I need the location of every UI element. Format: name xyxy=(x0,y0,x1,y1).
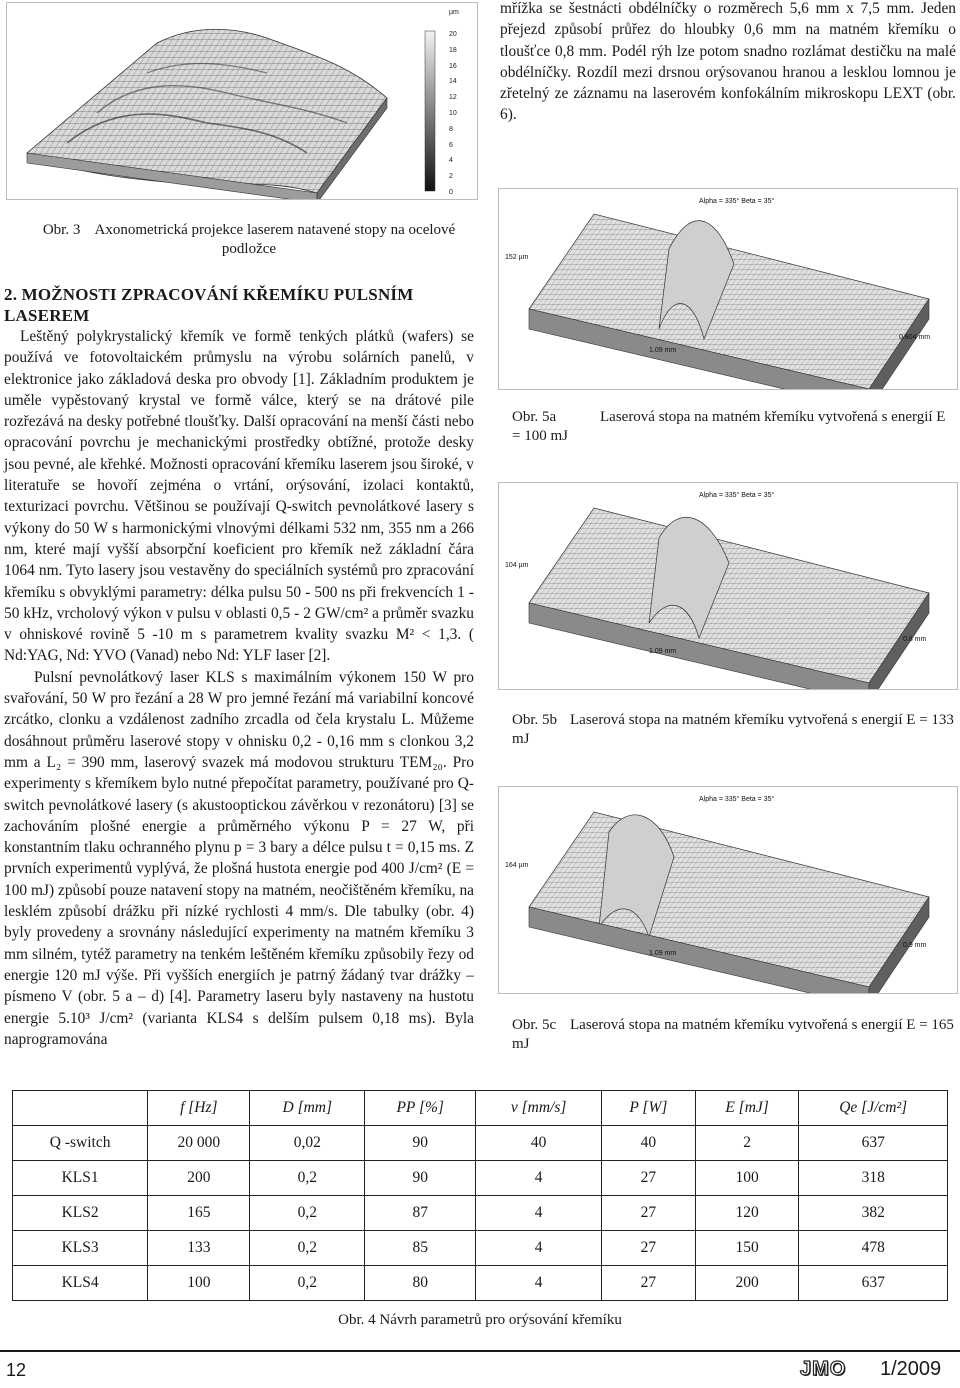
figure-5b-angles: Alpha = 335° Beta = 35° xyxy=(699,492,775,499)
scale-tick-label: 16 xyxy=(449,62,457,70)
table-cell: 80 xyxy=(365,1266,476,1301)
figure-5b-surface-plot xyxy=(498,482,958,690)
figure-3-scale-unit: µm xyxy=(449,9,459,16)
table-cell: 27 xyxy=(602,1196,696,1231)
table-cell: 90 xyxy=(365,1161,476,1196)
table-header-row xyxy=(13,1091,948,1126)
table-cell: 637 xyxy=(799,1126,948,1161)
table-cell: 120 xyxy=(695,1196,799,1231)
figure-5c-surface-plot xyxy=(498,786,958,994)
body-paragraph-2: Pulsní pevnolátkový laser KLS s maximálním výkonem 150 W pro svařování, 50 W pro řezání a 28 W pro jemné řezání má variabilní koncové zrcátko, clonku a vzdálenost zadního zrcadla od čela krystalu L. Můžeme dosáhnout průměru laserové stopy v ohnisku 0,2 - 0,16 mm s clonkou 3,2 mm a L₂ = 390 mm, laserový svazek má modovou strukturu TEM₂₀. Pro experimenty s křemíkem bylo nutné přepočítat parametry, používané pro Q-switch pevnolátkové lasery (s akustooptickou závěrkou v rezonátoru) [3] se zachováním plošné energie a průměrného výkonu P = 27 W, při konstantním tlaku ochranného plynu p = 3 bary a délce pulsu t = 0,15 ms. Z prvních experimentů vyplývá, že plošná hustota energie pod 400 J/cm² (E = 100 mJ) způsobí pouze natavení stopy na matném, neočištěném křemíku, na lesklém způsobí drážku při nízké rychlosti 4 mm/s. Dle tabulky (obr. 4) byly provedeny a srovnány následující experimenty na matném křemíku 3 mm silném, tytéž parametry na tenkém leštěném křemíku způsobily řezy od energie 120 mJ výše. Při vyšších energiích je patrný žádaný tvar drážky – písmeno V (obr. 5 a – d) [4]. Parametry laseru byly nastaveny na hustotu energie 5.10³ J/cm² (varianta KLS4 s delším pulsem 0,18 ms). Byla naprogramována xyxy=(4,668,474,1048)
table-cell: 2 xyxy=(695,1126,799,1161)
figure-5b-y-label: 0.8 mm xyxy=(903,636,927,643)
table-cell: 27 xyxy=(602,1161,696,1196)
body-text xyxy=(4,326,474,1050)
table-cell: 165 xyxy=(148,1196,250,1231)
table-cell: 200 xyxy=(695,1266,799,1301)
scale-tick-label: 8 xyxy=(449,125,453,133)
figure-5a-y-label: 0.804 mm xyxy=(899,334,931,341)
figure-5c-height-label: 164 µm xyxy=(505,862,529,869)
figure-5a-angles: Alpha = 335° Beta = 35° xyxy=(699,198,775,205)
table-row-label: KLS2 xyxy=(13,1196,148,1231)
table-row-label: KLS4 xyxy=(13,1266,148,1301)
scale-tick-label: 6 xyxy=(449,141,453,149)
figure-5a-height-label: 152 µm xyxy=(505,254,529,261)
table-cell: 0,2 xyxy=(250,1196,365,1231)
table-cell: 4 xyxy=(476,1161,602,1196)
figure-3-caption-text: Axonometrická projekce laserem natavené stopy na ocelové podložce xyxy=(94,222,456,257)
figure-5b-caption-text: Laserová stopa na matném křemíku vytvořená s energií E = 133 mJ xyxy=(512,712,954,747)
table-header-cell xyxy=(13,1091,148,1126)
table-cell: 100 xyxy=(148,1266,250,1301)
figure-5a-surface-plot xyxy=(498,188,958,390)
page-number: 12 xyxy=(6,1360,27,1380)
figure-3-scale-bar xyxy=(425,31,435,191)
scale-tick-label: 4 xyxy=(449,157,453,165)
figure-5c-caption xyxy=(512,1016,956,1054)
table-header-cell: E [mJ] xyxy=(695,1091,799,1126)
table-row-label: KLS1 xyxy=(13,1161,148,1196)
table-cell: 20 000 xyxy=(148,1126,250,1161)
table-cell: 90 xyxy=(365,1126,476,1161)
table-cell: 0,2 xyxy=(250,1231,365,1266)
table-row xyxy=(13,1126,948,1161)
table-cell: 637 xyxy=(799,1266,948,1301)
figure-5a-caption-label: Obr. 5a xyxy=(512,409,557,425)
figure-5b-x-label: 1.09 mm xyxy=(649,648,677,655)
figure-3-caption xyxy=(34,221,464,259)
journal-logo: JMO xyxy=(800,1358,847,1380)
table-cell: 0,2 xyxy=(250,1161,365,1196)
table-cell: 27 xyxy=(602,1231,696,1266)
figure-5c-angles: Alpha = 335° Beta = 35° xyxy=(699,796,775,803)
table-header-cell: D [mm] xyxy=(250,1091,365,1126)
figure-5b-height-label: 104 µm xyxy=(505,562,529,569)
table-header-cell: Qe [J/cm²] xyxy=(799,1091,948,1126)
figure-3-caption-label: Obr. 3 xyxy=(42,222,81,238)
table-cell: 478 xyxy=(799,1231,948,1266)
table-cell: 200 xyxy=(148,1161,250,1196)
table-header-cell: v [mm/s] xyxy=(476,1091,602,1126)
table-cell: 4 xyxy=(476,1196,602,1231)
table-cell: 0,2 xyxy=(250,1266,365,1301)
table-row-label: KLS3 xyxy=(13,1231,148,1266)
figure-3-svg xyxy=(7,3,477,199)
table-cell: 100 xyxy=(695,1161,799,1196)
figure-5c-y-label: 0.9 mm xyxy=(903,942,927,949)
figure-3-surface-plot xyxy=(6,2,478,200)
figure-5a-caption-text: Laserová stopa na matném křemíku vytvořená s energií E = 100 mJ xyxy=(512,409,946,444)
table-body xyxy=(13,1126,948,1301)
table-cell: 85 xyxy=(365,1231,476,1266)
figure-5b-caption xyxy=(512,711,956,749)
table-header-cell: PP [%] xyxy=(365,1091,476,1126)
table-cell: 4 xyxy=(476,1231,602,1266)
scale-tick-label: 2 xyxy=(449,173,453,181)
table-caption: Obr. 4 Návrh parametrů pro orýsování křemíku xyxy=(338,1312,622,1328)
top-right-paragraph: mřížka se šestnácti obdélníčky o rozměrech 5,6 mm x 7,5 mm. Jeden přejezd způsobí průřez do hloubky 0,6 mm na matném křemíku o tloušťce 0,8 mm. Podél rýh lze potom snadno rozlámat destičku na malé obdélníčky. Rozdíl mezi drsnou orýsovanou hranou a lesklou lomnou je zřetelný ze záznamu na laserovém konfokálním mikroskopu LEXT (obr. 6). xyxy=(500,0,956,124)
table-row xyxy=(13,1161,948,1196)
figure-5a-caption xyxy=(512,408,952,446)
table-cell: 133 xyxy=(148,1231,250,1266)
scale-tick-label: 18 xyxy=(449,46,457,54)
section-heading-line2: LASEREM xyxy=(4,306,90,325)
figure-5c-caption-label: Obr. 5c xyxy=(512,1017,557,1033)
table-cell: 4 xyxy=(476,1266,602,1301)
table-cell: 27 xyxy=(602,1266,696,1301)
table-cell: 150 xyxy=(695,1231,799,1266)
scale-tick-label: 14 xyxy=(449,78,457,86)
scale-tick-label: 10 xyxy=(449,109,457,117)
table-cell: 382 xyxy=(799,1196,948,1231)
issue-number: 1/2009 xyxy=(880,1358,942,1380)
scale-tick-label: 20 xyxy=(449,31,457,38)
table-header-cell: f [Hz] xyxy=(148,1091,250,1126)
section-heading xyxy=(4,284,474,326)
table-row xyxy=(13,1231,948,1266)
figure-5a-x-label: 1.09 mm xyxy=(649,347,677,354)
table-cell: 0,02 xyxy=(250,1126,365,1161)
footer-rule xyxy=(0,1350,960,1352)
scale-tick-label: 12 xyxy=(449,94,457,102)
figure-5c-x-label: 1.09 mm xyxy=(649,950,677,957)
table-cell: 40 xyxy=(476,1126,602,1161)
table-cell: 318 xyxy=(799,1161,948,1196)
table-row-label: Q -switch xyxy=(13,1126,148,1161)
figure-3-scale-ticks xyxy=(449,27,471,200)
body-paragraph-1: Leštěný polykrystalický křemík ve formě tenkých plátků (wafers) se používá ve fotovoltaickém průmyslu na výrobu solárních panelů, v elektronice jako základová deska pro obvody [1]. Základním produktem je uměle vypěstovaný krystal ve formě válce, který se na drátové pile rozřezává na desky potřebné tloušťky. Další opracování na menší části nebo opracování povrchu je mechanickými prostředky obtížné, protože desky jsou pevné, ale křehké. Možnosti opracování křemíku laserem jsou široké, v literatuře se hovoří zejména o vrtání, orýsování, izolaci kontaktů, texturizaci povrchu. Většinou se používají Q-switch pevnolátkové lasery s výkony do 50 W s harmonickými vlnovými délkami 532 nm, 355 nm a 266 nm, které mají vyšší absorpční koeficient pro křemík než základní čára 1064 nm. Tyto lasery jsou vestavěny do speciálních systémů pro zpracování křemíku s obvyklými parametry: délka pulsu 50 - 500 ns při frekvencích 1 - 50 kHz, vrcholový výkon v pulsu v oblasti 0,5 - 2 GW/cm² a průměr svazku v ohniskové rovině 5 -10 m s parametrem kvality svazku M² < 1,3. ( Nd:YAG, Nd: YVO (Vanad) nebo Nd: YLF laser [2]. xyxy=(4,328,474,665)
table-cell: 87 xyxy=(365,1196,476,1231)
section-heading-line1: 2. MOŽNOSTI ZPRACOVÁNÍ KŘEMÍKU PULSNÍM xyxy=(4,285,414,304)
scale-tick-label: 0 xyxy=(449,188,453,196)
figure-5c-caption-text: Laserová stopa na matném křemíku vytvořená s energií E = 165 mJ xyxy=(512,1017,954,1052)
table-cell: 40 xyxy=(602,1126,696,1161)
table-row xyxy=(13,1196,948,1231)
parameters-table xyxy=(12,1090,948,1301)
table-row xyxy=(13,1266,948,1301)
figure-5b-caption-label: Obr. 5b xyxy=(512,712,557,728)
table-header-cell: P [W] xyxy=(602,1091,696,1126)
